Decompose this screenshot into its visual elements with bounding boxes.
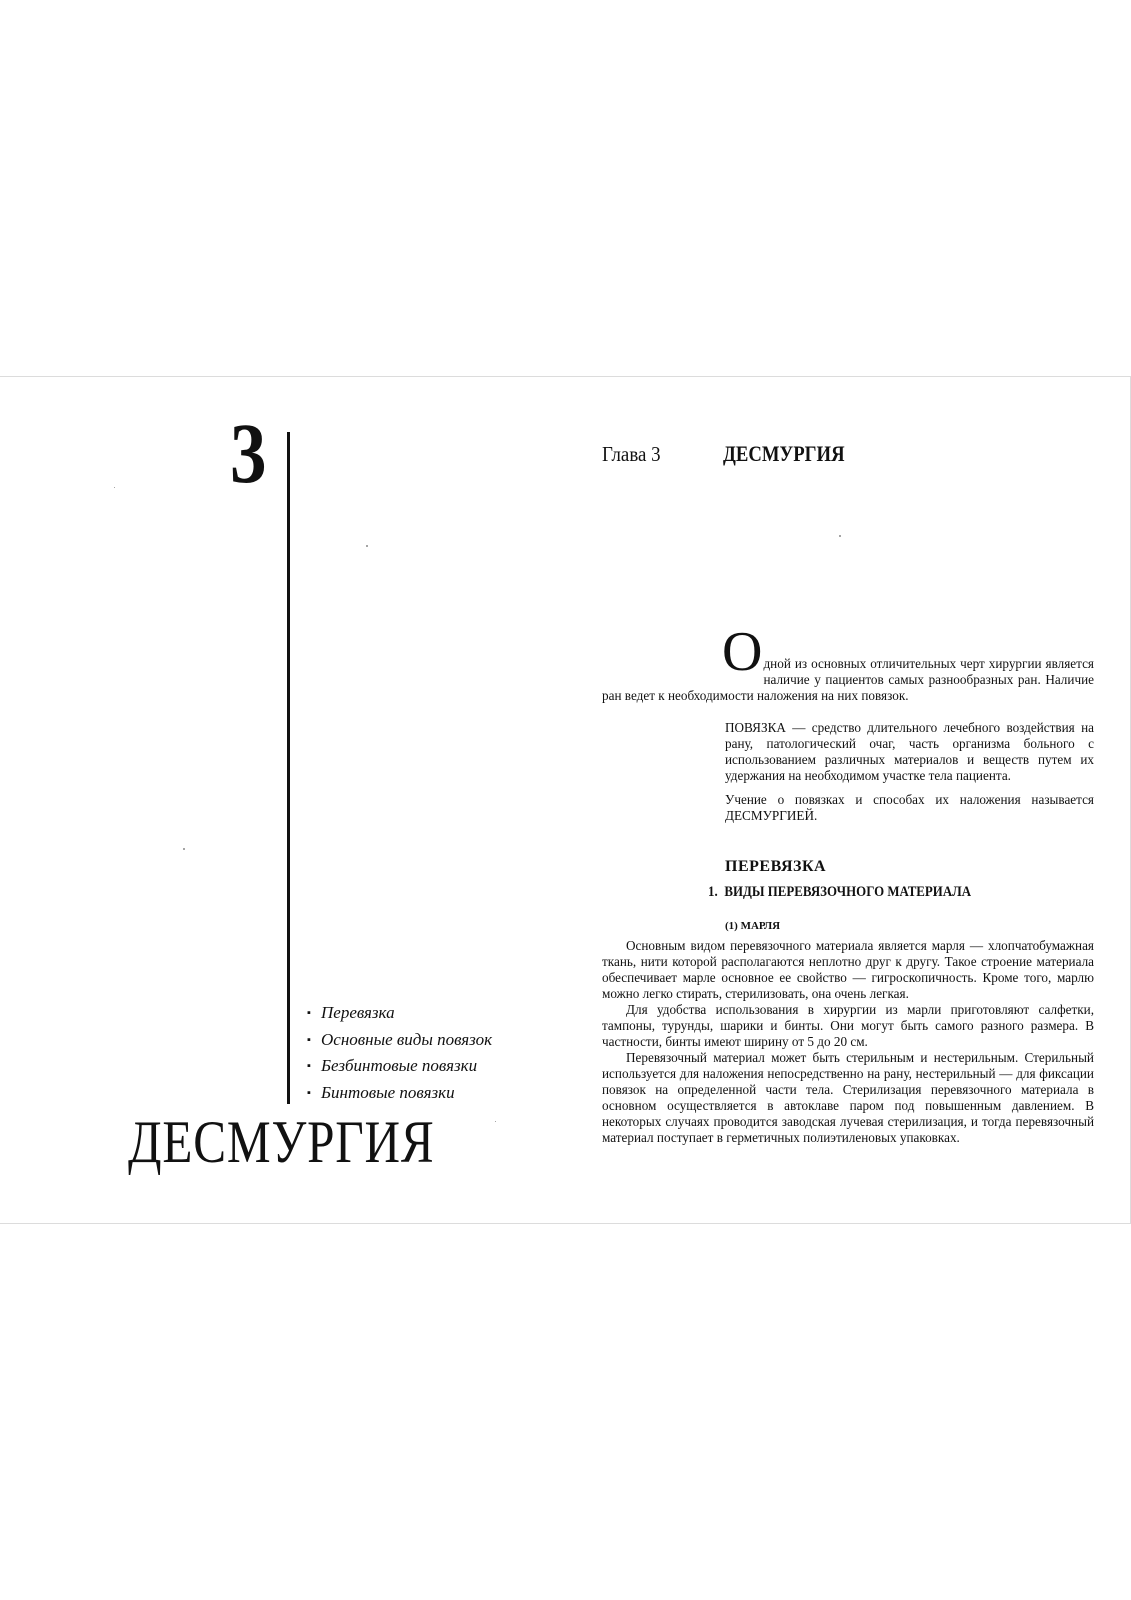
definition-block	[725, 720, 1094, 824]
subsection-number: 1.	[708, 884, 718, 900]
chapter-title: ДЕСМУРГИЯ	[723, 441, 845, 466]
chapter-label: Глава 3	[602, 442, 661, 466]
definition-text: ПОВЯЗКА — средство длительного лечебного воздействия на рану, патологический очаг, часть организма больного с использованием различных материалов и веществ путем их удержания на необходимом участке тела пациента.	[725, 720, 1094, 783]
paragraph: Основным видом перевязочного материала является марля — хлопчатобумажная ткань, нити которой располагаются неплотно друг к другу. Такое строение материала обеспечивает марле основное ее свойство — гигроскопичность. Кроме того, марлю можно легко стирать, стерилизовать, она очень легкая.	[602, 938, 1094, 1001]
paragraph: Перевязочный материал может быть стерильным и нестерильным. Стерильный используется для наложения непосредственно на рану, нестерильный — для фиксации повязок на определенной части тела. Стерилизация перевязочного материала в основном осуществляется в автоклаве паром под повышенным давлением. В некоторых случаях проводится заводская лучевая стерилизация, и тогда перевязочный материал поступает в герметичных полиэтиленовых упаковках.	[602, 1050, 1094, 1145]
scan-speck	[183, 848, 185, 850]
scan-speck	[495, 1121, 496, 1122]
scan-speck	[366, 545, 368, 547]
item-heading: (1) МАРЛЯ	[725, 920, 781, 932]
bullet-icon: ▪	[307, 1033, 311, 1046]
list-item: ▪ Основные виды повязок	[307, 1027, 492, 1054]
list-item: ▪ Безбинтовые повязки	[307, 1053, 492, 1080]
chapter-contents-list	[307, 1000, 492, 1106]
vertical-rule	[287, 432, 290, 1104]
bullet-icon: ▪	[307, 1086, 311, 1099]
scan-speck	[114, 487, 115, 488]
main-text	[602, 938, 1094, 1146]
bullet-icon: ▪	[307, 1007, 311, 1019]
chapter-big-title: ДЕСМУРГИЯ	[128, 1109, 435, 1175]
paragraph: Для удобства использования в хирургии из марли приготовляют салфетки, тампоны, турунды, шарики и бинты. Они могут быть самого разного размера. В частности, бинты имеют ширину от 5 до 20 см.	[602, 1002, 1094, 1049]
intro-text: дной из основных отличительных черт хирургии является наличие у пациентов самых разнообразных ран. Наличие ран ведет к необходимости наложения на них повязок.	[602, 656, 1094, 703]
subsection-heading	[708, 884, 971, 901]
chapter-number: 3	[230, 405, 267, 501]
intro-paragraph	[602, 621, 1094, 704]
section-heading: ПЕРЕВЯЗКА	[725, 858, 827, 875]
chapter-header	[602, 441, 845, 467]
bullet-icon: ▪	[307, 1060, 311, 1072]
doctrine-text: Учение о повязках и способах их наложения называется ДЕСМУРГИЕЙ.	[725, 792, 1094, 823]
subsection-title: ВИДЫ ПЕРЕВЯЗОЧНОГО МАТЕРИАЛА	[724, 884, 972, 900]
list-item: ▪ Бинтовые повязки	[307, 1080, 492, 1107]
scan-speck	[839, 535, 841, 537]
list-item: ▪ Перевязка	[307, 1000, 492, 1027]
drop-cap: О	[722, 621, 763, 683]
